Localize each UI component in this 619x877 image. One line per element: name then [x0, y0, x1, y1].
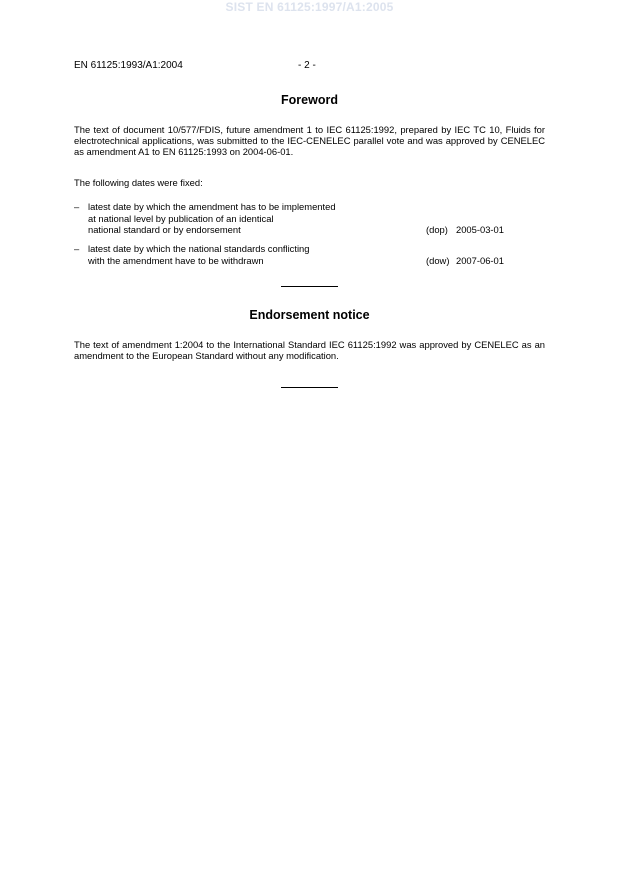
section-divider [281, 286, 338, 287]
dop-description-line: latest date by which the amendment has to be implemented [88, 201, 336, 212]
foreword-heading: Foreword [281, 93, 338, 107]
dow-description-line: with the amendment have to be withdrawn [88, 254, 264, 266]
dow-description-line: latest date by which the national standards conflicting [88, 243, 310, 254]
dop-code: (dop) [426, 224, 448, 235]
dow-code: (dow) [426, 255, 450, 266]
dop-description-line: national standard or by endorsement [88, 224, 241, 235]
foreword-intro-paragraph: The text of document 10/577/FDIS, future amendment 1 to IEC 61125:1992, prepared by IEC TC 10, Fluids for electrotechnical applications, was submitted to the IEC-CENELEC parallel vote and was approved by CENELEC as amendment A1 to EN 61125:1993 on 2004-06-01. [74, 124, 545, 157]
list-bullet: – [74, 201, 80, 212]
watermark: SIST EN 61125:1997/A1:2005 [225, 0, 394, 14]
header-document-id: EN 61125:1993/A1:2004 [74, 60, 183, 71]
section-divider [281, 387, 338, 388]
dow-date: 2007-06-01 [456, 255, 504, 266]
list-bullet: – [74, 243, 80, 254]
endorsement-paragraph: The text of amendment 1:2004 to the International Standard IEC 61125:1992 was approved by CENELEC as an amendment to the European Standard without any modification. [74, 339, 545, 361]
dop-description-line: at national level by publication of an identical [88, 212, 274, 224]
dop-description [88, 201, 336, 236]
dow-description [88, 243, 310, 266]
endorsement-heading: Endorsement notice [249, 308, 370, 322]
header-page-number: - 2 - [298, 60, 316, 71]
dates-intro: The following dates were fixed: [74, 177, 203, 188]
dop-date: 2005-03-01 [456, 224, 504, 235]
